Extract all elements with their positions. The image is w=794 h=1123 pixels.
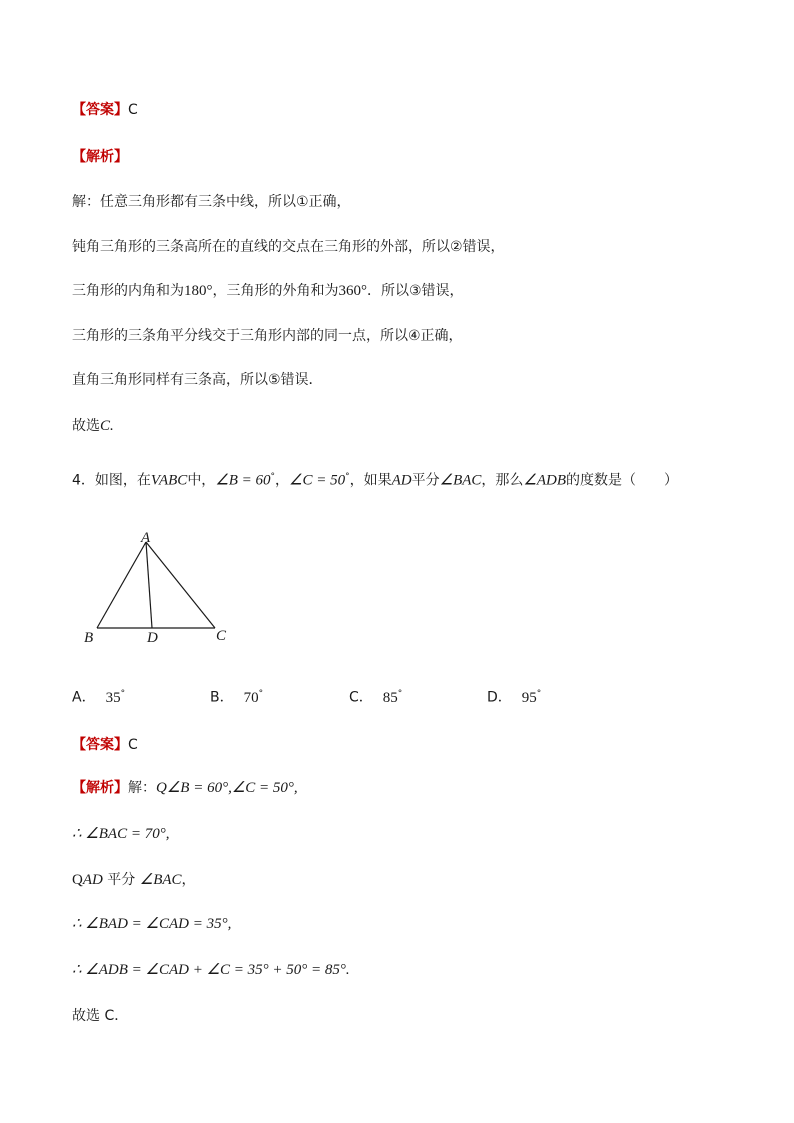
text-segment: 故选: [72, 418, 100, 434]
solution-2-line-5: [72, 960, 350, 980]
solution-1-line-6: [72, 416, 114, 436]
answer-label: 【答案】: [72, 102, 128, 118]
math-360: 360°: [338, 283, 367, 299]
option-value: 70: [243, 689, 259, 706]
degree-mark: °: [270, 472, 276, 482]
math-triangle: VABC: [150, 472, 188, 489]
math-angle-adb: ∠ADB: [523, 472, 567, 489]
option-value: 85: [382, 689, 398, 706]
text-segment: ，如果: [349, 472, 392, 489]
math-expression: ∴ ∠BAC = 70°,: [72, 826, 170, 842]
math-180: 180°: [184, 283, 213, 299]
degree-mark: °: [345, 472, 350, 482]
answer-label: 【答案】: [72, 737, 128, 753]
segment-ad: [146, 542, 152, 628]
solution-1-line-5: 直角三角形同样有三条高，所以⑤错误．: [72, 372, 323, 388]
text-segment: 平分: [411, 472, 440, 489]
solution-2-line-1: [72, 778, 298, 798]
text-segment: 三角形的内角和为: [72, 283, 184, 299]
text-segment: 解：: [128, 780, 156, 796]
degree-mark: °: [120, 689, 126, 699]
question-4: [72, 467, 678, 491]
option-letter: C．: [349, 689, 373, 706]
solution-2-line-4: [72, 914, 231, 934]
text-segment: ，三角形的外角和为: [212, 283, 339, 299]
label-d: D: [147, 630, 158, 646]
math-angle-b: ∠B = 60: [215, 472, 271, 489]
text-segment: 平分: [102, 872, 140, 888]
text-segment: 的度数是（ ）: [566, 472, 679, 489]
option-c[interactable]: [349, 684, 402, 708]
question-number: 4．如图，在: [72, 472, 151, 489]
label-b: B: [84, 630, 94, 646]
label-c: C: [216, 628, 227, 644]
answer-line-1: [72, 100, 138, 120]
answer-line-2: [72, 735, 138, 755]
option-letter: A．: [72, 689, 96, 706]
text-segment: 中，: [187, 472, 216, 489]
degree-mark: °: [536, 689, 542, 699]
math-angle-c: ∠C = 50: [289, 472, 346, 489]
solution-2-line-2: [72, 824, 169, 844]
triangle-figure: [78, 524, 238, 654]
math-expression: ∴ ∠ADB = ∠CAD + ∠C = 35° + 50° = 85°.: [72, 962, 350, 978]
math-expression: Q∠B = 60°,∠C = 50°,: [156, 780, 298, 796]
label-a: A: [141, 530, 151, 546]
solution-1-line-4: 三角形的三条角平分线交于三角形内部的同一点，所以④正确，: [72, 328, 463, 344]
solution-1-line-1: 解：任意三角形都有三条中线，所以①正确，: [72, 194, 351, 210]
side-ab: [97, 542, 146, 628]
text-segment: ．所以③错误，: [367, 283, 464, 299]
analysis-label: 【解析】: [72, 149, 128, 165]
solution-2-line-3: [72, 870, 196, 890]
answer-value: C: [128, 102, 138, 118]
option-letter: B．: [210, 689, 234, 706]
degree-mark: °: [258, 689, 264, 699]
math-expression: ∴ ∠BAD = ∠CAD = 35°,: [72, 916, 232, 932]
solution-2-line-6: 故选 C．: [72, 1008, 129, 1024]
option-value: 35: [105, 689, 121, 706]
math-c: C.: [100, 418, 114, 434]
degree-mark: °: [397, 689, 403, 699]
text-segment: ，: [275, 472, 290, 489]
answer-value: C: [128, 737, 138, 753]
option-b[interactable]: [210, 684, 263, 708]
option-letter: D．: [487, 689, 512, 706]
math-angle-bac: ∠BAC: [439, 472, 482, 489]
analysis-label: 【解析】: [72, 780, 128, 796]
math-symbol: Q: [72, 872, 83, 888]
text-segment: ，: [181, 872, 196, 888]
math-ad: AD: [391, 472, 412, 489]
math-ad: AD: [82, 872, 103, 888]
text-segment: ，那么: [481, 472, 524, 489]
analysis-heading-1: [72, 147, 128, 167]
option-value: 95: [521, 689, 537, 706]
solution-1-line-3: [72, 281, 464, 301]
side-ac: [146, 542, 215, 628]
option-a[interactable]: [72, 684, 125, 708]
option-d[interactable]: [487, 684, 541, 708]
math-angle-bac: ∠BAC: [139, 872, 182, 888]
solution-1-line-2: 钝角三角形的三条高所在的直线的交点在三角形的外部，所以②错误，: [72, 239, 505, 255]
